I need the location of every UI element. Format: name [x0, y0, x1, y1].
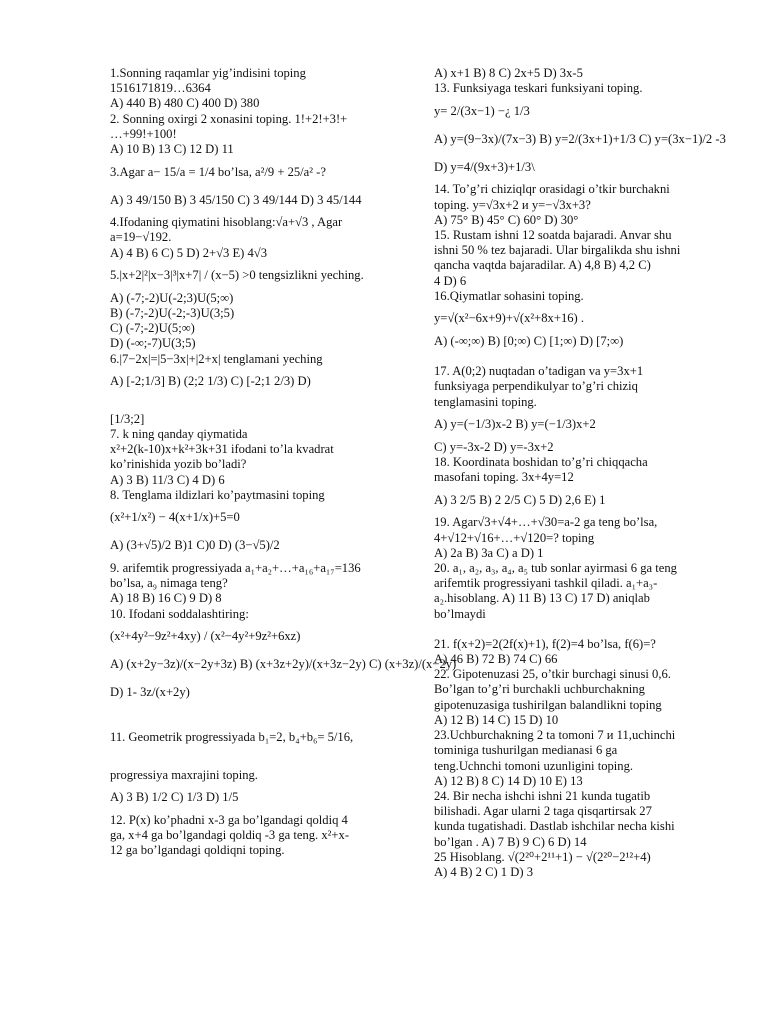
right-line-32: 22. Gipotenuzasi 25, o’tkir burchagi sinusi 0,6.: [434, 667, 671, 682]
right-line-36: 23.Uchburchakning 2 ta tomoni 7 и 11,uchinchi: [434, 728, 676, 743]
left-line-10: A) 4 B) 6 C) 5 D) 2+√3 E) 4√3: [110, 245, 267, 260]
left-line-27: bo’lsa, a₉ nimaga teng?: [110, 576, 228, 591]
left-line-1: 1516171819…6364: [110, 81, 211, 96]
left-line-7: A) 3 49/150 B) 3 45/150 C) 3 49/144 D) 3 45/144: [110, 192, 362, 207]
right-column: [434, 66, 726, 880]
right-line-31: A) 46 B) 72 B) 74 C) 66: [434, 652, 558, 667]
right-line-29: bo’lmaydi: [434, 606, 486, 621]
left-line-22: A) 3 B) 11/3 C) 4 D) 6: [110, 472, 225, 487]
left-line-37: ga, x+4 ga bo’lgandagi qoldiq -3 ga teng. x²+x-: [110, 828, 350, 843]
left-line-9: a=19−√192.: [110, 230, 172, 245]
right-line-23: 19. Agar√3+√4+…+√30=a-2 ga teng bo’lsa,: [434, 515, 658, 530]
right-line-20: 18. Koordinata boshidan to’g’ri chiqqacha: [434, 455, 648, 470]
left-line-28: A) 18 B) 16 C) 9 D) 8: [110, 591, 222, 606]
spacer: [434, 622, 726, 637]
left-line-23: 8. Tenglama ildizlari ko’paytmasini toping: [110, 487, 325, 502]
left-line-32: D) 1- 3z/(x+2y): [110, 685, 190, 700]
right-line-7: A) 75° B) 45° C) 60° D) 30°: [434, 212, 579, 227]
right-line-3: A) y=(9−3x)/(7x−3) B) y=2/(3x+1)+1/3 C) y=(3x−1)/2 -3: [434, 131, 726, 146]
right-line-39: A) 12 B) 8 C) 14 D) 10 E) 13: [434, 773, 583, 788]
spacer: [110, 397, 400, 412]
left-line-25: A) (3+√5)/2 B)1 C)0 D) (3−√5)/2: [110, 538, 280, 553]
right-line-16: funksiyaga perpendikulyar to’g’ri chiziq: [434, 379, 638, 394]
left-line-29: 10. Ifodani soddalashtiring:: [110, 606, 249, 621]
left-line-30: (x²+4y²−9z²+4xy) / (x²−4y²+9z²+6xz): [110, 629, 301, 644]
left-line-16: 6.|7−2x|=|5−3x|+|2+x| tenglamani yeching: [110, 351, 323, 366]
right-line-44: 25 Hisoblang. √(2²⁰+2¹¹+1) − √(2²⁰−2¹²+4): [434, 849, 651, 864]
right-line-18: A) y=(−1/3)x-2 B) y=(−1/3)x+2: [434, 417, 596, 432]
right-line-21: masofani toping. 3x+4y=12: [434, 470, 574, 485]
right-line-26: 20. a₁, a₂, a₃, a₄, a₅ tub sonlar ayirmasi 6 ga teng: [434, 561, 677, 576]
left-line-35: A) 3 B) 1/2 C) 1/3 D) 1/5: [110, 790, 239, 805]
left-line-15: D) (-∞;-7)U(3;5): [110, 336, 196, 351]
right-line-45: A) 4 B) 2 C) 1 D) 3: [434, 864, 533, 879]
right-line-33: Bo’lgan to’g’ri burchakli uchburchakning: [434, 682, 645, 697]
left-column: [110, 66, 457, 859]
right-line-1: 13. Funksiyaga teskari funksiyani toping.: [434, 81, 643, 96]
right-line-37: tominiga tushurilgan medianasi 6 ga: [434, 743, 618, 758]
right-line-27: arifemtik progressiyani tashkil qiladi. a₁+a₃-: [434, 576, 658, 591]
right-line-41: bilishadi. Agar ularni 2 taga qisqartirsak 27: [434, 804, 652, 819]
left-line-8: 4.Ifodaning qiymatini hisoblang:√a+√3 , Agar: [110, 215, 343, 230]
right-line-5: 14. To’g’ri chiziqlqr orasidagi o’tkir burchakni: [434, 182, 670, 197]
right-line-43: bo’lgan . A) 7 B) 9 C) 6 D) 14: [434, 834, 587, 849]
right-line-17: tenglamasini toping.: [434, 394, 537, 409]
right-line-14: A) (-∞;∞) B) [0;∞) C) [1;∞) D) [7;∞): [434, 334, 624, 349]
right-line-0: A) x+1 B) 8 C) 2x+5 D) 3x-5: [434, 66, 583, 80]
left-line-38: 12 ga bo’lgandagi qoldiqni toping.: [110, 843, 285, 858]
left-line-17: A) [-2;1/3] B) (2;2 1/3) C) [-2;1 2/3) D): [110, 374, 311, 389]
left-line-5: A) 10 B) 13 C) 12 D) 11: [110, 142, 234, 157]
right-line-13: y=√(x²−6x+9)+√(x²+8x+16) .: [434, 311, 585, 326]
right-line-10: qancha vaqtda bajaradilar. A) 4,8 B) 4,2 C): [434, 258, 651, 273]
left-line-11: 5.|x+2|²|x−3|³|x+7| / (x−5) >0 tengsizlikni yeching.: [110, 268, 364, 283]
left-line-19: 7. k ning qanday qiymatida: [110, 427, 248, 442]
spacer: [434, 349, 726, 364]
left-line-18: [1/3;2]: [110, 411, 145, 426]
right-line-11: 4 D) 6: [434, 273, 467, 288]
left-line-3: 2. Sonning oxirgi 2 xonasini toping. 1!+2!+3!+: [110, 111, 348, 126]
left-line-4: …+99!+100!: [110, 126, 177, 141]
left-line-12: A) (-7;-2)U(-2;3)U(5;∞): [110, 290, 234, 305]
left-line-13: B) (-7;-2)U(-2;-3)U(3;5): [110, 306, 235, 321]
spacer: [110, 708, 400, 723]
right-line-35: A) 12 B) 14 C) 15 D) 10: [434, 712, 559, 727]
left-line-36: 12. P(x) ko’phadni x-3 ga bo’lgandagi qoldiq 4: [110, 813, 348, 828]
right-line-28: a₂.hisoblang. A) 11 B) 13 C) 17 D) aniqlab: [434, 591, 650, 606]
right-line-19: C) y=-3x-2 D) y=-3x+2: [434, 439, 554, 454]
left-line-31: A) (x+2y−3z)/(x−2y+3z) B) (x+3z+2y)/(x+3z−2y) C) (x+3z)/(x−2y): [110, 657, 457, 672]
left-line-14: C) (-7;-2)U(5;∞): [110, 321, 195, 336]
right-line-40: 24. Bir necha ishchi ishni 21 kunda tugatib: [434, 788, 651, 803]
left-line-0: 1.Sonning raqamlar yig’indisini toping: [110, 66, 306, 80]
right-line-25: A) 2a B) 3a C) a D) 1: [434, 545, 544, 560]
right-line-12: 16.Qiymatlar sohasini toping.: [434, 288, 584, 303]
left-line-26: 9. arifemtik progressiyada a₁+a₂+…+a₁₆+a₁₇=136: [110, 561, 361, 576]
left-line-20: x²+2(k-10)x+k²+3k+31 ifodani to’la kvadrat: [110, 442, 334, 457]
left-line-21: ko’rinishida yozib bo’ladi?: [110, 457, 247, 472]
left-line-24: (x²+1/x²) − 4(x+1/x)+5=0: [110, 510, 240, 525]
right-line-24: 4+√12+√16+…+√120=? toping: [434, 530, 595, 545]
right-line-38: teng.Uchnchi tomoni uzunligini toping.: [434, 758, 634, 773]
left-line-2: A) 440 B) 480 C) 400 D) 380: [110, 96, 260, 111]
right-line-2: y= 2/(3x−1) −¿ 1/3: [434, 103, 530, 118]
right-line-22: A) 3 2/5 B) 2 2/5 C) 5 D) 2,6 E) 1: [434, 492, 606, 507]
right-line-4: D) y=4/(9x+3)+1/3\: [434, 159, 535, 174]
right-line-9: ishni 50 % tez bajaradi. Ular birgalikda shu ishni: [434, 243, 681, 258]
right-line-42: kunda tugatishadi. Dastlab ishchilar necha kishi: [434, 819, 675, 834]
right-line-6: toping. y=√3x+2 и y=−√3x+3?: [434, 197, 591, 212]
right-line-8: 15. Rustam ishni 12 soatda bajaradi. Anvar shu: [434, 228, 672, 243]
left-line-34: progressiya maxrajini toping.: [110, 767, 258, 782]
spacer: [110, 753, 400, 768]
right-line-30: 21. f(x+2)=2(2f(x)+1), f(2)=4 bo’lsa, f(6)=?: [434, 636, 656, 651]
left-line-6: 3.Agar a− 15/a = 1/4 bo’lsa, a²/9 + 25/a² -?: [110, 164, 326, 179]
left-line-33: 11. Geometrik progressiyada b₁=2, b₄+b₆= 5/16,: [110, 730, 354, 745]
right-line-15: 17. A(0;2) nuqtadan o’tadigan va y=3x+1: [434, 364, 644, 379]
right-line-34: gipotenuzasiga tushirilgan balandlikni toping: [434, 697, 662, 712]
